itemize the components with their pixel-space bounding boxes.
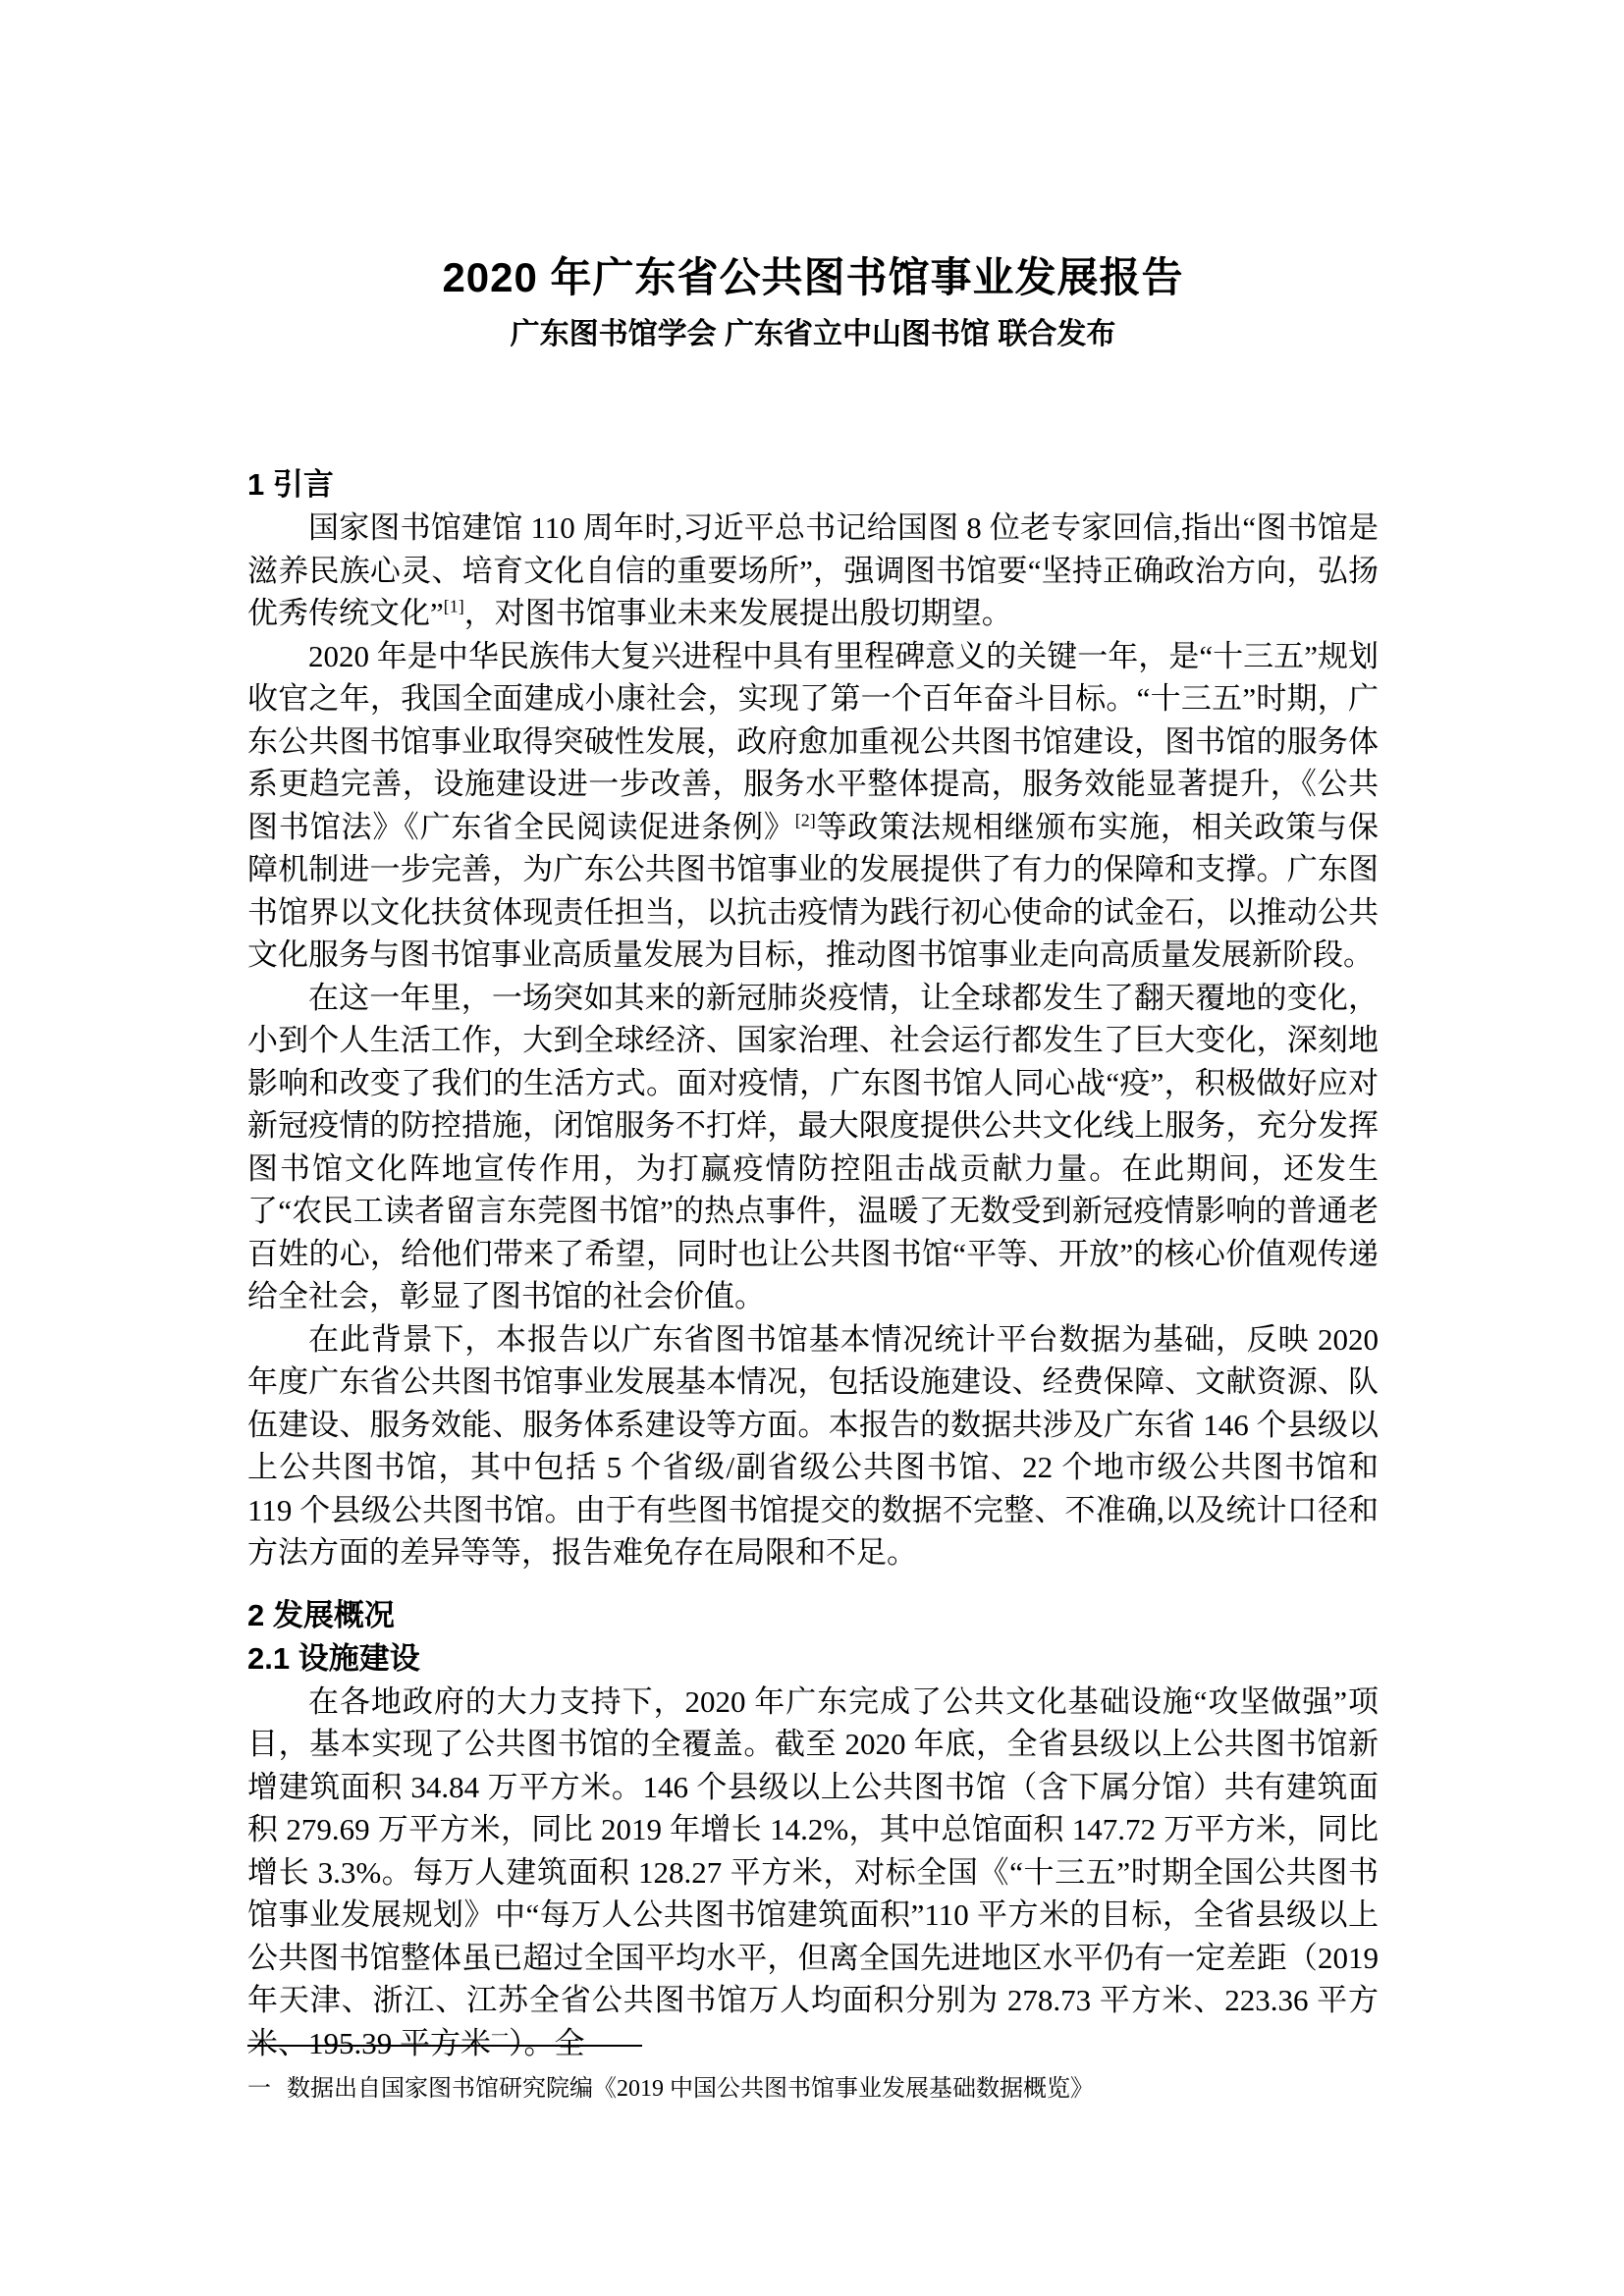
facilities-paragraph <box>247 1681 1379 2065</box>
page-title: 2020 年广东省公共图书馆事业发展报告 <box>442 254 1184 300</box>
report-scope-paragraph: 在此背景下，本报告以广东省图书馆基本情况统计平台数据为基础，反映 2020 年度广东省公共图书馆事业发展基本情况，包括设施建设、经费保障、文献资源、队伍建设、服务效能、服务体系建设等方面。本报告的数据共涉及广东省 146 个县级以上公共图书馆，其中包括 5 个省级/副省级公共图书馆、22 个地市级公共图书馆和 119 个县级公共图书馆。由于有些图书馆提交的数据不完整、不准确,以及统计口径和方法方面的差异等等，报告难免存在局限和不足。 <box>247 1321 1379 1570</box>
footnote-area <box>247 2045 1379 2106</box>
section-heading-introduction: 1 引言 <box>247 467 334 502</box>
intro-paragraph-2 <box>247 635 1379 977</box>
facilities-paragraph-text: 在各地政府的大力支持下，2020 年广东完成了公共文化基础设施“攻坚做强”项目，基本实现了公共图书馆的全覆盖。截至 2020 年底，全省县级以上公共图书馆新增建筑面积 34.84 万平方米。146 个县级以上公共图书馆（含下属分馆）共有建筑面积 279.69 万平方米，同比 2019 年增长 14.2%，其中总馆面积 147.72 万平方米，同比增长 3.3%。每万人建筑面积 128.27 平方米，对标全国《“十三五”时期全国公共图书馆事业发展规划》中“每万人公共图书馆建筑面积”110 平方米的目标，全省县级以上公共图书馆整体虽已超过全国平均水平，但离全国先进地区水平仍有一定差距（2019 年天津、浙江、江苏全省公共图书馆万人均面积分别为 278.73 平方米、223.36 平方米、195.39 平方米 <box>247 1683 1379 2060</box>
section-heading-overview: 2 发展概况 <box>247 1597 395 1632</box>
intro-paragraph-1-text: 国家图书馆建馆 110 周年时,习近平总书记给国图 8 位老专家回信,指出“图书馆是滋养民族心灵、培育文化自信的重要场所”，强调图书馆要“坚持正确政治方向，弘扬优秀传统文化” <box>247 510 1379 630</box>
footnote-text: 数据出自国家图书馆研究院编《2019 中国公共图书馆事业发展基础数据概览》 <box>287 2076 1094 2102</box>
intro-paragraph-2-text: 2020 年是中华民族伟大复兴进程中具有里程碑意义的关键一年，是“十三五”规划收官之年，我国全面建成小康社会，实现了第一个百年奋斗目标。“十三五”时期，广东公共图书馆事业取得突破性发展，政府愈加重视公共图书馆建设，图书馆的服务体系更趋完善，设施建设进一步改善，服务水平整体提高，服务效能显著提升，《公共图书馆法》《广东省全民阅读促进条例》 <box>247 638 1379 844</box>
footnote-ref-dash: 一 <box>491 2026 509 2047</box>
footnote-separator <box>247 2045 642 2047</box>
footnote <box>247 2072 1379 2106</box>
page-subtitle: 广东图书馆学会 广东省立中山图书馆 联合发布 <box>510 318 1116 350</box>
covid-impact-paragraph: 在这一年里，一场突如其来的新冠肺炎疫情，让全球都发生了翻天覆地的变化，小到个人生活工作，大到全球经济、国家治理、社会运行都发生了巨大变化，深刻地影响和改变了我们的生活方式。面对疫情，广东图书馆人同心战“疫”，积极做好应对新冠疫情的防控措施，闭馆服务不打烊，最大限度提供公共文化线上服务，充分发挥图书馆文化阵地宣传作用，为打赢疫情防控阻击战贡献力量。在此期间，还发生了“农民工读者留言东莞图书馆”的热点事件，温暖了无数受到新冠疫情影响的普通老百姓的心，给他们带来了希望，同时也让公共图书馆“平等、开放”的核心价值观传递给全社会，彰显了图书馆的社会价值。 <box>247 980 1379 1313</box>
intro-paragraph-2-tail: 等政策法规相继颁布实施，相关政策与保障机制进一步完善，为广东公共图书馆事业的发展提供了有力的保障和支撑。广东图书馆界以文化扶贫体现责任担当，以抗击疫情为践行初心使命的试金石，以推动公共文化服务与图书馆事业高质量发展为目标，推动图书馆事业走向高质量发展新阶段。 <box>247 809 1380 972</box>
intro-paragraph-1 <box>247 507 1379 635</box>
facilities-paragraph-tail: ）。全 <box>508 2025 585 2060</box>
footnote-ref-2: [2] <box>794 810 816 830</box>
footnote-marker: 一 <box>247 2076 271 2102</box>
document-content <box>247 0 1379 2064</box>
intro-paragraph-1-tail: ，对图书馆事业未来发展提出殷切期望。 <box>463 596 1012 630</box>
footnote-ref-1: [1] <box>443 596 464 616</box>
section-heading-facilities: 2.1 设施建设 <box>247 1640 420 1676</box>
